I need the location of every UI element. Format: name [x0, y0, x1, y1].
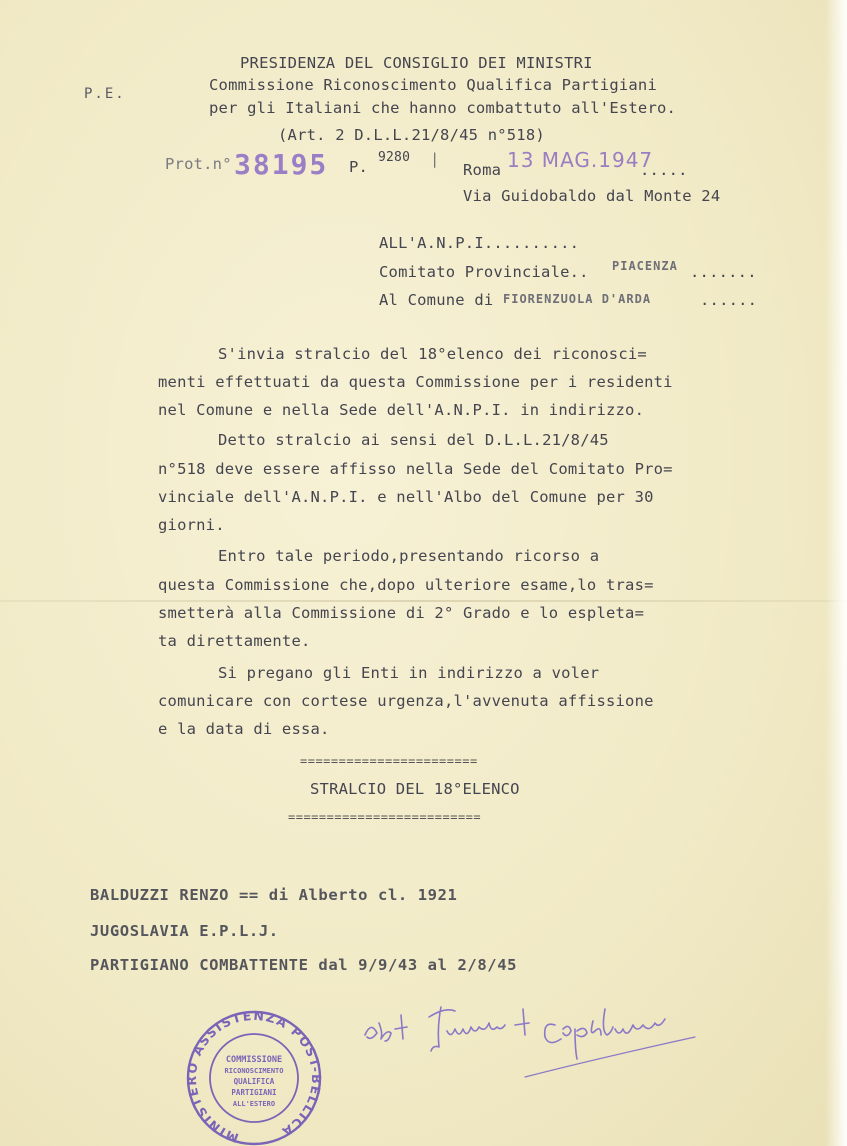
recipient-municipality-dots: ......	[700, 291, 758, 309]
protocol-date-stamp: 13 MAG.1947	[507, 148, 654, 172]
body-p4-line2: comunicare con cortese urgenza,l'avvenuta affissione	[158, 692, 654, 710]
seal-inner-line3: QUALIFICA	[233, 1077, 275, 1086]
body-p3-line2: questa Commissione che,dopo ulteriore esame,lo tras=	[158, 576, 654, 594]
protocol-label: Prot.n°	[165, 155, 232, 173]
body-p1-line2: menti effettuati da questa Commissione per i residenti	[158, 373, 673, 391]
protocol-number-stamp: 38195	[234, 148, 329, 181]
seal-inner-line1: COMMISSIONE	[225, 1055, 283, 1065]
seal-inner-line5: ALL'ESTERO	[232, 1100, 276, 1108]
body-p2-line1: Detto stralcio ai sensi del D.L.L.21/8/45	[218, 431, 609, 449]
protocol-date-dots: .....	[640, 161, 688, 179]
body-p3-line3: smetterà alla Commissione di 2° Grado e lo espleta=	[158, 604, 645, 622]
section-rule-top: =======================	[300, 754, 478, 768]
body-p4-line3: e la data di essa.	[158, 720, 330, 738]
recipient-municipality-value: FIORENZUOLA D'ARDA	[503, 292, 652, 306]
protocol-separator: |	[430, 150, 440, 168]
section-title: STRALCIO DEL 18°ELENCO	[310, 780, 520, 798]
ministry-seal	[180, 1010, 328, 1146]
protocol-city: Roma	[463, 161, 502, 179]
recipient-committee-dots: .......	[690, 263, 757, 281]
office-address: Via Guidobaldo dal Monte 24	[463, 187, 721, 205]
recipient-anpi: ALL'A.N.P.I..........	[379, 234, 580, 252]
section-rule-bottom: =========================	[288, 810, 482, 824]
body-p4-line1: Si pregano gli Enti in indirizzo a voler	[218, 664, 600, 682]
header-scope: per gli Italiani che hanno combattuto all'Estero.	[209, 99, 677, 117]
body-p1-line1: S'invia stralcio del 18°elenco dei riconosci=	[218, 345, 647, 363]
paper-edge	[825, 0, 847, 1146]
recipient-committee-label: Comitato Provinciale..	[379, 263, 589, 281]
handwritten-signature	[355, 995, 700, 1085]
protocol-p-number: 9280	[378, 150, 411, 165]
seal-outer-text: MINISTERO ASSISTENZA POST-BELLICA	[183, 1010, 325, 1146]
entry-qualification: PARTIGIANO COMBATTENTE dal 9/9/43 al 2/8/45	[90, 956, 518, 974]
entry-unit: JUGOSLAVIA E.P.L.J.	[90, 922, 279, 940]
recipient-municipality-label: Al Comune di	[379, 291, 494, 309]
body-p3-line4: ta direttamente.	[158, 632, 311, 650]
header-commission: Commissione Riconoscimento Qualifica Partigiani	[209, 76, 657, 94]
body-p2-line4: giorni.	[158, 516, 225, 534]
paper-fold	[0, 600, 847, 602]
reference-code: P.E.	[84, 86, 126, 102]
body-p1-line3: nel Comune e nella Sede dell'A.N.P.I. in indirizzo.	[158, 401, 645, 419]
body-p2-line2: n°518 deve essere affisso nella Sede del Comitato Pro=	[158, 460, 673, 478]
seal-inner-line4: PARTIGIANI	[231, 1088, 277, 1097]
header-ministry: PRESIDENZA DEL CONSIGLIO DEI MINISTRI	[240, 54, 593, 72]
recipient-committee-value: PIACENZA	[612, 259, 678, 273]
protocol-p-label: P.	[349, 158, 369, 176]
body-p2-line3: vinciale dell'A.N.P.I. e nell'Albo del Comune per 30	[158, 488, 654, 506]
body-p3-line1: Entro tale periodo,presentando ricorso a	[218, 547, 600, 565]
header-law-ref: (Art. 2 D.L.L.21/8/45 n°518)	[278, 126, 545, 144]
entry-name: BALDUZZI RENZO == di Alberto cl. 1921	[90, 886, 458, 904]
seal-inner-line2: RICONOSCIMENTO	[224, 1067, 284, 1075]
